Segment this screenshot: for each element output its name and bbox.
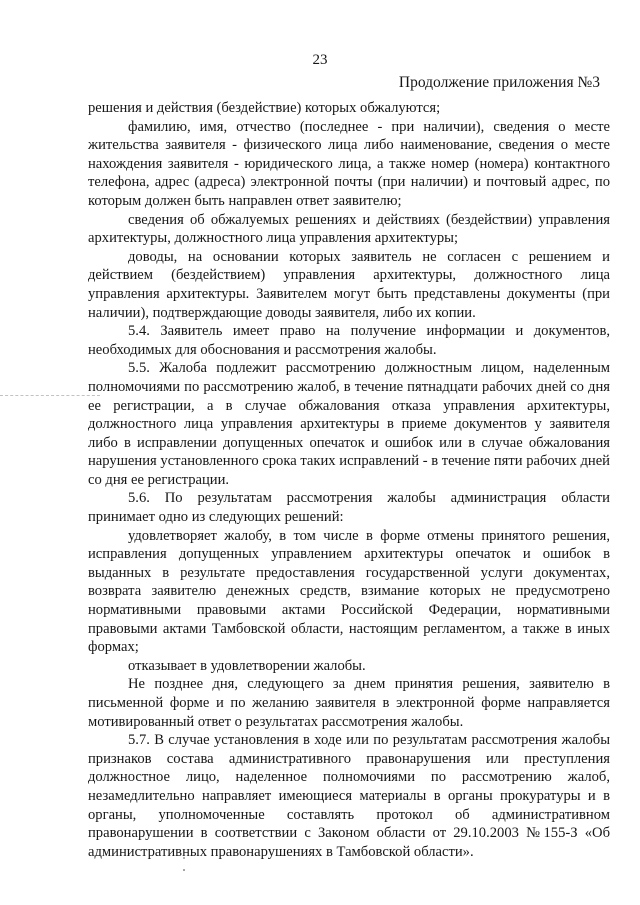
scan-speck [183,869,185,871]
paragraph: сведения об обжалуемых решениях и действиях (бездействии) управления архитектуры, должностного лица управления архитектуры; [88,211,610,247]
paragraph: 5.6. По результатам рассмотрения жалобы администрация области принимает одно из следующих решений: [88,490,610,526]
scan-artifact-line [0,395,100,396]
paragraph: фамилию, имя, отчество (последнее - при наличии), сведения о месте жительства заявителя - физического лица либо наименование, сведения о месте нахождения заявителя - юридического лица, а также номер (номера) контактного телефона, адрес (адреса) электронной почты (при наличии) и почтовый адрес, по которым должен быть направлен ответ заявителю; [88,118,610,209]
paragraph: 5.5. Жалоба подлежит рассмотрению должностным лицом, наделенным полномочиями по рассмотрению жалоб, в течение пятнадцати рабочих дней со дня ее регистрации, а в случае обжалования отказа управления архитектуры, должностного лица управления архитектуры в приеме документов у заявителя либо в исправлении допущенных опечаток и ошибок или в случае обжалования нарушения установленного срока таких исправлений - в течение пяти рабочих дней со дня ее регистрации. [88,360,610,488]
paragraph: удовлетворяет жалобу, в том числе в форме отмены принятого решения, исправления допущенных управлением архитектуры опечаток и ошибок в выданных в результате предоставления государственной услуги документах, возврата заявителю денежных средств, взимание которых не предусмотрено нормативными правовыми актами Российской Федерации, нормативными правовыми актами Тамбовской области, настоящим регламентом, а также в иных формах; [88,527,610,656]
paragraph: доводы, на основании которых заявитель не согласен с решением и действием (бездействием) управления архитектуры, должностного лица управления архитектуры. Заявителем могут быть представлены документы (при наличии), подтверждающие доводы заявителя, либо их копии. [88,248,610,321]
document-body [88,99,610,861]
paragraph: 5.7. В случае установления в ходе или по результатам рассмотрения жалобы признаков состава административного правонарушения или преступления должностное лицо, наделенное полномочиями по рассмотрению жалоб, незамедлительно направляет имеющиеся материалы в органы прокуратуры и в органы, уполномоченные составлять протокол об административном правонарушении в соответствии с Законом области от 29.10.2003 №155-З «Об административных правонарушениях в Тамбовской области». [88,732,610,860]
paragraph: Не позднее дня, следующего за днем принятия решения, заявителю в письменной форме и по желанию заявителя в электронной форме направляется мотивированный ответ о результатах рассмотрения жалобы. [88,676,610,730]
paragraph: 5.4. Заявитель имеет право на получение информации и документов, необходимых для обоснования и рассмотрения жалобы. [88,323,610,358]
page-number: 23 [312,52,328,68]
paragraph: решения и действия (бездействие) которых обжалуются; [88,100,441,116]
paragraph: отказывает в удовлетворении жалобы. [128,657,366,674]
appendix-label: Продолжение приложения №3 [398,74,600,91]
